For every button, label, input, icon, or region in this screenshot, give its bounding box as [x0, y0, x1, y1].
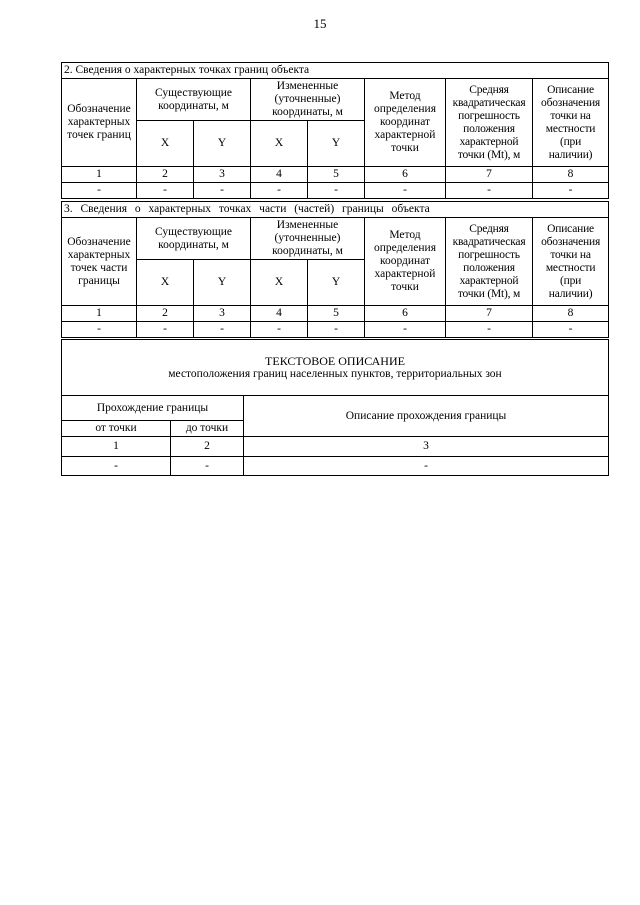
header-error: Средняя квадратическая погрешность положения характерной точки (Mt), м [446, 79, 533, 167]
cell: 7 [446, 306, 533, 322]
cell: - [251, 183, 308, 199]
header-y: Y [194, 121, 251, 167]
header-existing-coords: Существующие координаты, м [137, 79, 251, 121]
cell: - [446, 183, 533, 199]
column-numbers-row [62, 437, 609, 457]
header-y: Y [308, 260, 365, 306]
cell: - [365, 322, 446, 338]
header-existing-coords: Существующие координаты, м [137, 218, 251, 260]
cell: 1 [62, 306, 137, 322]
header-y: Y [194, 260, 251, 306]
text-description-subtitle: местоположения границ населенных пунктов, территориальных зон [168, 367, 502, 380]
cell: - [137, 322, 194, 338]
cell: 2 [171, 437, 244, 457]
header-x: X [251, 260, 308, 306]
cell: - [62, 183, 137, 199]
text-description-title: ТЕКСТОВОЕ ОПИСАНИЕ [265, 353, 405, 368]
cell: - [533, 183, 609, 199]
cell: - [251, 322, 308, 338]
text-description-header [62, 340, 609, 396]
cell: 1 [62, 437, 171, 457]
cell: 5 [308, 306, 365, 322]
cell: 4 [251, 167, 308, 183]
header-method: Метод определения координат характерной точки [365, 218, 446, 306]
cell: 3 [194, 306, 251, 322]
column-numbers-row [62, 306, 609, 322]
table-row [62, 322, 609, 338]
cell: - [62, 322, 137, 338]
cell: 6 [365, 167, 446, 183]
page-number: 15 [313, 16, 327, 31]
header-error: Средняя квадратическая погрешность положения характерной точки (Mt), м [446, 218, 533, 306]
column-numbers-row [62, 167, 609, 183]
header-x: X [137, 260, 194, 306]
cell: - [171, 457, 244, 476]
table-row [62, 457, 609, 476]
header-x: X [137, 121, 194, 167]
header-y: Y [308, 121, 365, 167]
header-passage: Прохождение границы [62, 396, 244, 421]
header-designation: Обозначение характерных точек границ [62, 79, 137, 167]
cell: 5 [308, 167, 365, 183]
header-from-point: от точки [62, 421, 171, 437]
cell: - [244, 457, 609, 476]
cell: 2 [137, 306, 194, 322]
cell: 6 [365, 306, 446, 322]
cell: 3 [244, 437, 609, 457]
cell: - [533, 322, 609, 338]
boundary-points-table [61, 62, 609, 199]
section-title: 2. Сведения о характерных точках границ объекта [62, 63, 609, 79]
header-x: X [251, 121, 308, 167]
cell: 1 [62, 167, 137, 183]
header-passage-description: Описание прохождения границы [244, 396, 609, 437]
cell: - [194, 322, 251, 338]
cell: 2 [137, 167, 194, 183]
header-method: Метод определения координат характерной точки [365, 79, 446, 167]
header-description: Описание обозначения точки на местности (при наличии) [533, 218, 609, 306]
cell: - [365, 183, 446, 199]
header-to-point: до точки [171, 421, 244, 437]
header-changed-coords: Измененные (уточненные) координаты, м [251, 79, 365, 121]
cell: 8 [533, 306, 609, 322]
header-description: Описание обозначения точки на местности (при наличии) [533, 79, 609, 167]
cell: - [308, 322, 365, 338]
part-boundary-points-table [61, 201, 609, 338]
header-changed-coords: Измененные (уточненные) координаты, м [251, 218, 365, 260]
cell: 3 [194, 167, 251, 183]
text-description-table [61, 339, 609, 476]
cell: - [62, 457, 171, 476]
section-title: 3. Сведения о характерных точках части (частей) границы объекта [62, 202, 609, 218]
cell: 8 [533, 167, 609, 183]
cell: - [137, 183, 194, 199]
cell: - [446, 322, 533, 338]
table-row [62, 183, 609, 199]
cell: - [308, 183, 365, 199]
cell: 4 [251, 306, 308, 322]
cell: - [194, 183, 251, 199]
header-designation: Обозначение характерных точек части границы [62, 218, 137, 306]
cell: 7 [446, 167, 533, 183]
